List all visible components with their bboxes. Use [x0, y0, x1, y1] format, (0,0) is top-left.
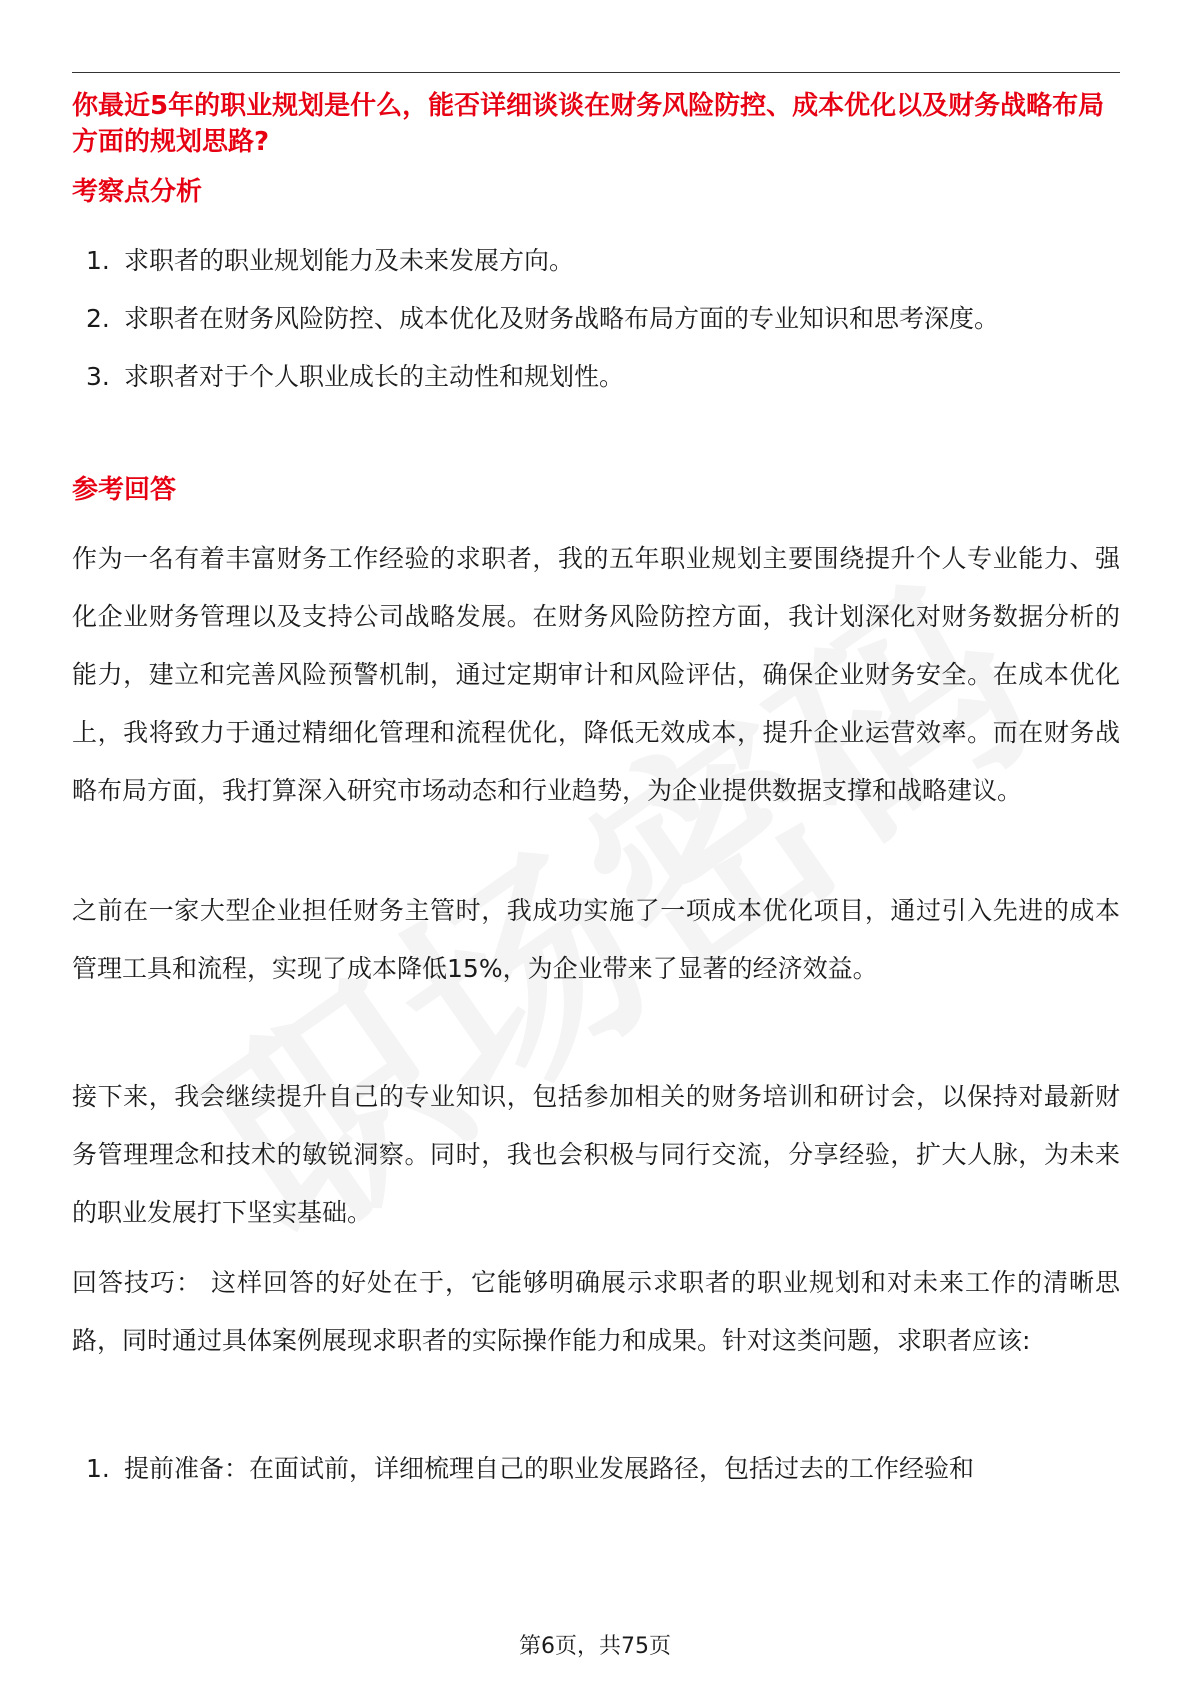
list-item [72, 290, 1120, 348]
question-title: 你最近5年的职业规划是什么，能否详细谈谈在财务风险防控、成本优化以及财务战略布局方面的规划思路? [72, 91, 1105, 157]
page-footer: 第6页，共75页 [519, 1634, 671, 1659]
answer-tips-paragraph: 回答技巧： 这样回答的好处在于，它能够明确展示求职者的职业规划和对未来工作的清晰思路，同时通过具体案例展现求职者的实际操作能力和成果。针对这类问题，求职者应该: [72, 1268, 1120, 1355]
answer-paragraph-3: 接下来，我会继续提升自己的专业知识，包括参加相关的财务培训和研讨会，以保持对最新财务管理理念和技术的敏锐洞察。同时，我也会积极与同行交流，分享经验，扩大人脉，为未来的职业发展打下坚实基础。 [72, 1082, 1120, 1227]
list-item-text: 求职者对于个人职业成长的主动性和规划性。 [124, 362, 625, 391]
list-number: 1. [86, 246, 110, 275]
answer-paragraph-1: 作为一名有着丰富财务工作经验的求职者，我的五年职业规划主要围绕提升个人专业能力、强化企业财务管理以及支持公司战略发展。在财务风险防控方面，我计划深化对财务数据分析的能力，建立和完善风险预警机制，通过定期审计和风险评估，确保企业财务安全。在成本优化上，我将致力于通过精细化管理和流程优化，降低无效成本，提升企业运营效率。而在财务战略布局方面，我打算深入研究市场动态和行业趋势，为企业提供数据支撑和战略建议。 [72, 544, 1120, 805]
list-item [72, 232, 1120, 290]
tips-list [72, 1440, 1120, 1498]
list-number: 1. [86, 1454, 110, 1483]
analysis-list [72, 232, 1120, 406]
list-item [72, 1440, 1120, 1498]
top-divider [72, 72, 1120, 73]
list-item-text: 求职者的职业规划能力及未来发展方向。 [124, 246, 575, 275]
analysis-heading: 考察点分析 [72, 177, 203, 207]
answer-heading: 参考回答 [72, 475, 177, 505]
document-page [72, 0, 1120, 1684]
list-item-text: 求职者在财务风险防控、成本优化及财务战略布局方面的专业知识和思考深度。 [124, 304, 1000, 333]
list-item-text: 提前准备：在面试前，详细梳理自己的职业发展路径，包括过去的工作经验和 [124, 1454, 975, 1483]
list-number: 3. [86, 362, 110, 391]
list-number: 2. [86, 304, 110, 333]
list-item [72, 348, 1120, 406]
answer-paragraph-2: 之前在一家大型企业担任财务主管时，我成功实施了一项成本优化项目，通过引入先进的成本管理工具和流程，实现了成本降低15%，为企业带来了显著的经济效益。 [72, 896, 1120, 983]
